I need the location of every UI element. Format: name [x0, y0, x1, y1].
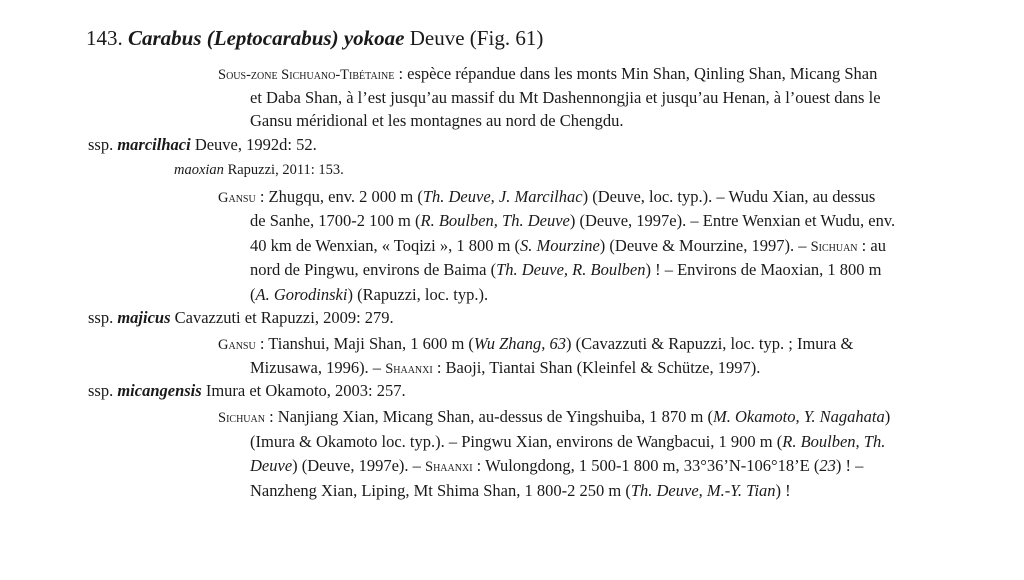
synonym-line: maoxian Rapuzzi, 2011: 153. — [174, 162, 344, 178]
subspecies-heading: ssp. micangensis Imura et Okamoto, 2003: 257. — [88, 381, 406, 400]
locality-line: Gansu : Tianshui, Maji Shan, 1 600 m (Wu Zhang, 63) (Cavazzuti & Rapuzzi, loc. typ. ; Imura & — [218, 334, 854, 353]
locality-line: Deuve) (Deuve, 1997e). – Shaanxi : Wulongdong, 1 500-1 800 m, 33°36’N-106°18’E (23) ! – — [250, 456, 864, 475]
subspecies-name: majicus — [117, 308, 171, 327]
subspecies-name: micangensis — [117, 381, 202, 400]
species-author: Deuve (Fig. 61) — [409, 26, 544, 50]
locality-line: Mizusawa, 1996). – Shaanxi : Baoji, Tiantai Shan (Kleinfel & Schütze, 1997). — [250, 358, 761, 377]
locality-line: de Sanhe, 1700-2 100 m (R. Boulben, Th. Deuve) (Deuve, 1997e). – Entre Wenxian et Wudu, env. — [250, 211, 896, 230]
subspecies-heading: ssp. majicus Cavazzuti et Rapuzzi, 2009: 279. — [88, 308, 394, 327]
subspecies-name: marcilhaci — [117, 135, 191, 154]
locality-line: (A. Gorodinski) (Rapuzzi, loc. typ.). — [250, 285, 489, 304]
locality-line: Gansu : Zhugqu, env. 2 000 m (Th. Deuve, J. Marcilhac) (Deuve, loc. typ.). – Wudu Xian, au dessus — [218, 187, 876, 206]
zone-line-1: Sous-zone Sichuano-Tibétaine : espèce répandue dans les monts Min Shan, Qinling Shan, Micang Shan — [218, 64, 878, 83]
zone-label: Sous-zone Sichuano-Tibétaine — [218, 67, 395, 83]
locality-line: Sichuan : Nanjiang Xian, Micang Shan, au-dessus de Yingshuiba, 1 870 m (M. Okamoto, Y. Nagahata) — [218, 407, 891, 426]
species-title — [86, 24, 543, 52]
locality-line: Nanzheng Xian, Liping, Mt Shima Shan, 1 800-2 250 m (Th. Deuve, M.-Y. Tian) ! — [250, 481, 791, 500]
species-name: Carabus (Leptocarabus) yokoae — [128, 26, 405, 50]
zone-line-2: et Daba Shan, à l’est jusqu’au massif du Mt Dashennongjia et jusqu’au Henan, à l’ouest dans le — [250, 88, 881, 107]
species-number: 143. — [86, 26, 123, 50]
locality-line: (Imura & Okamoto loc. typ.). – Pingwu Xian, environs de Wangbacui, 1 900 m (R. Boulben, Th. — [250, 432, 886, 451]
locality-line: 40 km de Wenxian, « Toqizi », 1 800 m (S. Mourzine) (Deuve & Mourzine, 1997). – Sichuan : au — [250, 236, 886, 255]
subspecies-heading: ssp. marcilhaci Deuve, 1992d: 52. — [88, 135, 317, 154]
zone-line-3: Gansu méridional et les montagnes au nord de Chengdu. — [250, 111, 624, 130]
locality-line: nord de Pingwu, environs de Baima (Th. Deuve, R. Boulben) ! – Environs de Maoxian, 1 800 m — [250, 260, 882, 279]
synonym-name: maoxian — [174, 162, 224, 178]
